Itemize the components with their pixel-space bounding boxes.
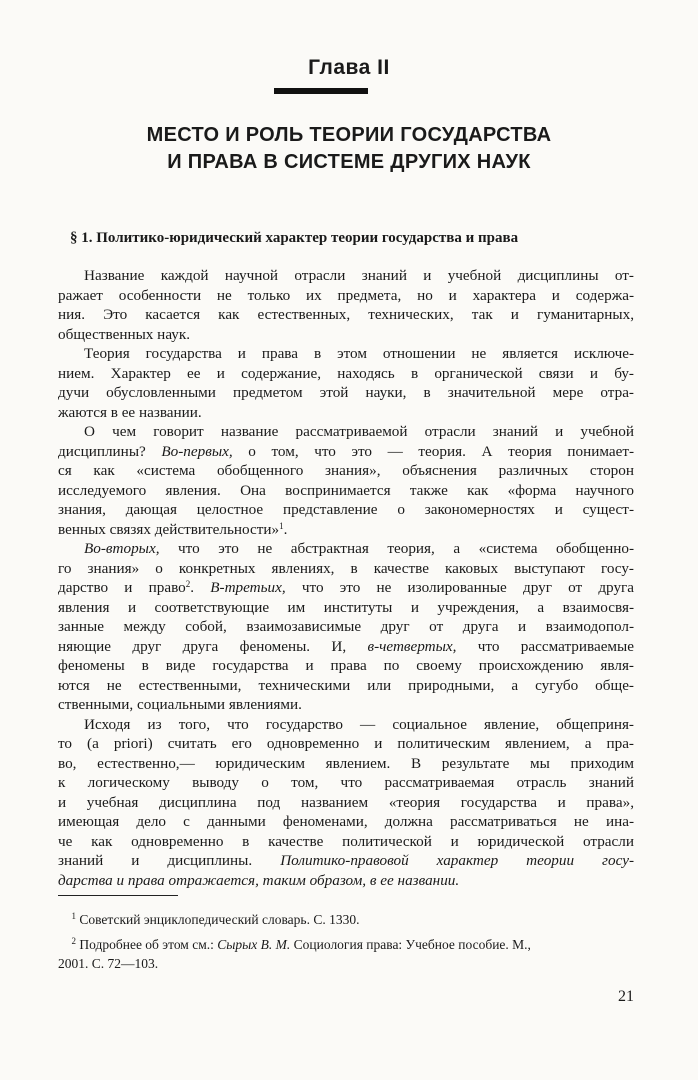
chapter-label: Глава II — [308, 56, 390, 79]
text-line: ственными, социальными явлениями. — [58, 696, 302, 713]
footnote-ref: 2 — [185, 579, 191, 589]
text-line: ражает особенности не только их предмета, но и характера и содержа- — [58, 286, 634, 304]
footnote-divider — [58, 895, 178, 896]
paragraph-4 — [58, 539, 634, 715]
text-run: что это не изолированные друг от друга — [301, 579, 634, 596]
text-line: Название каждой научной отрасли знаний и учебной дисциплины от- — [84, 267, 634, 284]
text-line: занные между собой, взаимозависимые друг от друга и взаимодопол- — [58, 618, 634, 635]
text-line: нием. Характер ее и содержание, находясь в органической связи и бу- — [58, 364, 634, 382]
footnote-2 — [58, 935, 634, 954]
footnotes — [58, 910, 634, 973]
text-run: няющие друг друга феномены. И, — [58, 637, 347, 655]
footnote-1 — [58, 910, 634, 929]
emphasis-text: в-четвертых, — [367, 637, 457, 655]
text-run: венных связях действительности» — [58, 520, 280, 538]
text-line: феномены в виде государства и права по своему происхождению явля- — [58, 657, 634, 674]
chapter-title-line-2: И ПРАВА В СИСТЕМЕ ДРУГИХ НАУК — [167, 151, 531, 173]
section-heading: § 1. Политико-юридический характер теории государства и права — [70, 230, 519, 246]
text-line: ся как «система обобщенного знания», объяснения различных сторон — [58, 462, 634, 479]
paragraph-2 — [58, 344, 634, 422]
text-line: Теория государства и права в этом отношении не является исключе- — [84, 345, 634, 362]
text-line: го знания» о конкретных явлениях, в качестве каковых выступают госу- — [58, 559, 634, 577]
text-line — [58, 578, 634, 598]
text-line: общественных наук. — [58, 325, 191, 343]
text-line: и учебная дисциплина под названием «теория государства и права», — [58, 793, 634, 811]
text-line — [58, 520, 634, 540]
footnote-2-continued: 2001. С. 72—103. — [58, 956, 159, 971]
text-line: во, естественно,— юридическим явлением. В результате мы приходим — [58, 754, 634, 772]
text-line: то (a priori) считать его одновременно и политическим явлением, а пра- — [58, 735, 634, 752]
text-line — [58, 851, 634, 871]
text-line: жаются в ее названии. — [58, 403, 202, 421]
text-line: явления и соответствующие им институты и учреждения, а взаимосвя- — [58, 598, 634, 616]
body-text — [58, 266, 634, 890]
emphasis-text: Политико-правовой характер теории госу- — [280, 852, 634, 869]
paragraph-1 — [58, 266, 634, 344]
text-line: дучи обусловленными предметом этой науки, в значительной мере отра- — [58, 384, 634, 401]
text-run: дарство и право — [58, 579, 186, 596]
emphasis-text: Во-первых, — [161, 442, 233, 460]
text-line: ния. Это касается как естественных, технических, так и гуманитарных, — [58, 306, 634, 323]
footnote-ref: 1 — [279, 520, 284, 531]
text-line — [58, 539, 634, 559]
text-line — [58, 871, 634, 891]
footnote-mark: 2 — [71, 936, 76, 946]
text-line — [58, 637, 634, 657]
text-run: что это не абстрактная теория, а «система обобщенно- — [178, 540, 634, 557]
emphasis-text: дарства и права отражается, таким образом, в ее названии. — [58, 871, 460, 889]
footnote-text: Подробнее об этом см.: — [79, 937, 218, 952]
footnote-text: Советский энциклопедический словарь. С. 1330. — [79, 912, 360, 927]
paragraph-3 — [58, 422, 634, 539]
text-line: че как одновременно в качестве политической и юридической отрасли — [58, 832, 634, 850]
text-run: дисциплины? — [58, 442, 146, 460]
text-line: знания, дающая целостное представление о закономерностях и сущест- — [58, 501, 634, 518]
text-line — [58, 442, 634, 462]
chapter-title — [0, 122, 698, 176]
page-number: 21 — [618, 988, 634, 1005]
text-run: . — [190, 579, 195, 596]
text-line: к логическому выводу о том, что рассматриваемая отрасль знаний — [58, 774, 634, 791]
emphasis-text: Во-вторых, — [84, 540, 160, 557]
chapter-divider — [274, 88, 368, 94]
text-run: . — [283, 520, 288, 538]
text-run: что рассматриваемые — [477, 637, 634, 655]
text-line: ются не естественными, техническими или природными, а сугубо обще- — [58, 676, 634, 694]
footnote-mark: 1 — [71, 911, 76, 921]
text-line: Исходя из того, что государство — социальное явление, общеприня- — [84, 715, 634, 733]
text-run: о том, что это — теория. А теория понимает- — [248, 442, 634, 460]
paragraph-5 — [58, 715, 634, 891]
text-line: имеющая дело с данными феноменами, должна рассматриваться не ина- — [58, 813, 634, 830]
chapter-title-line-1: МЕСТО И РОЛЬ ТЕОРИИ ГОСУДАРСТВА — [146, 124, 552, 146]
emphasis-text: В-третьих, — [210, 579, 286, 596]
text-line: О чем говорит название рассматриваемой отрасли знаний и учебной — [84, 423, 634, 440]
footnote-text: Социология права: Учебное пособие. М., — [290, 937, 531, 952]
text-line: исследуемого явления. Она воспринимается также как «форма научного — [58, 481, 634, 499]
text-run: знаний и дисциплины. — [58, 852, 253, 869]
footnote-author: Сырых В. М. — [217, 937, 291, 952]
